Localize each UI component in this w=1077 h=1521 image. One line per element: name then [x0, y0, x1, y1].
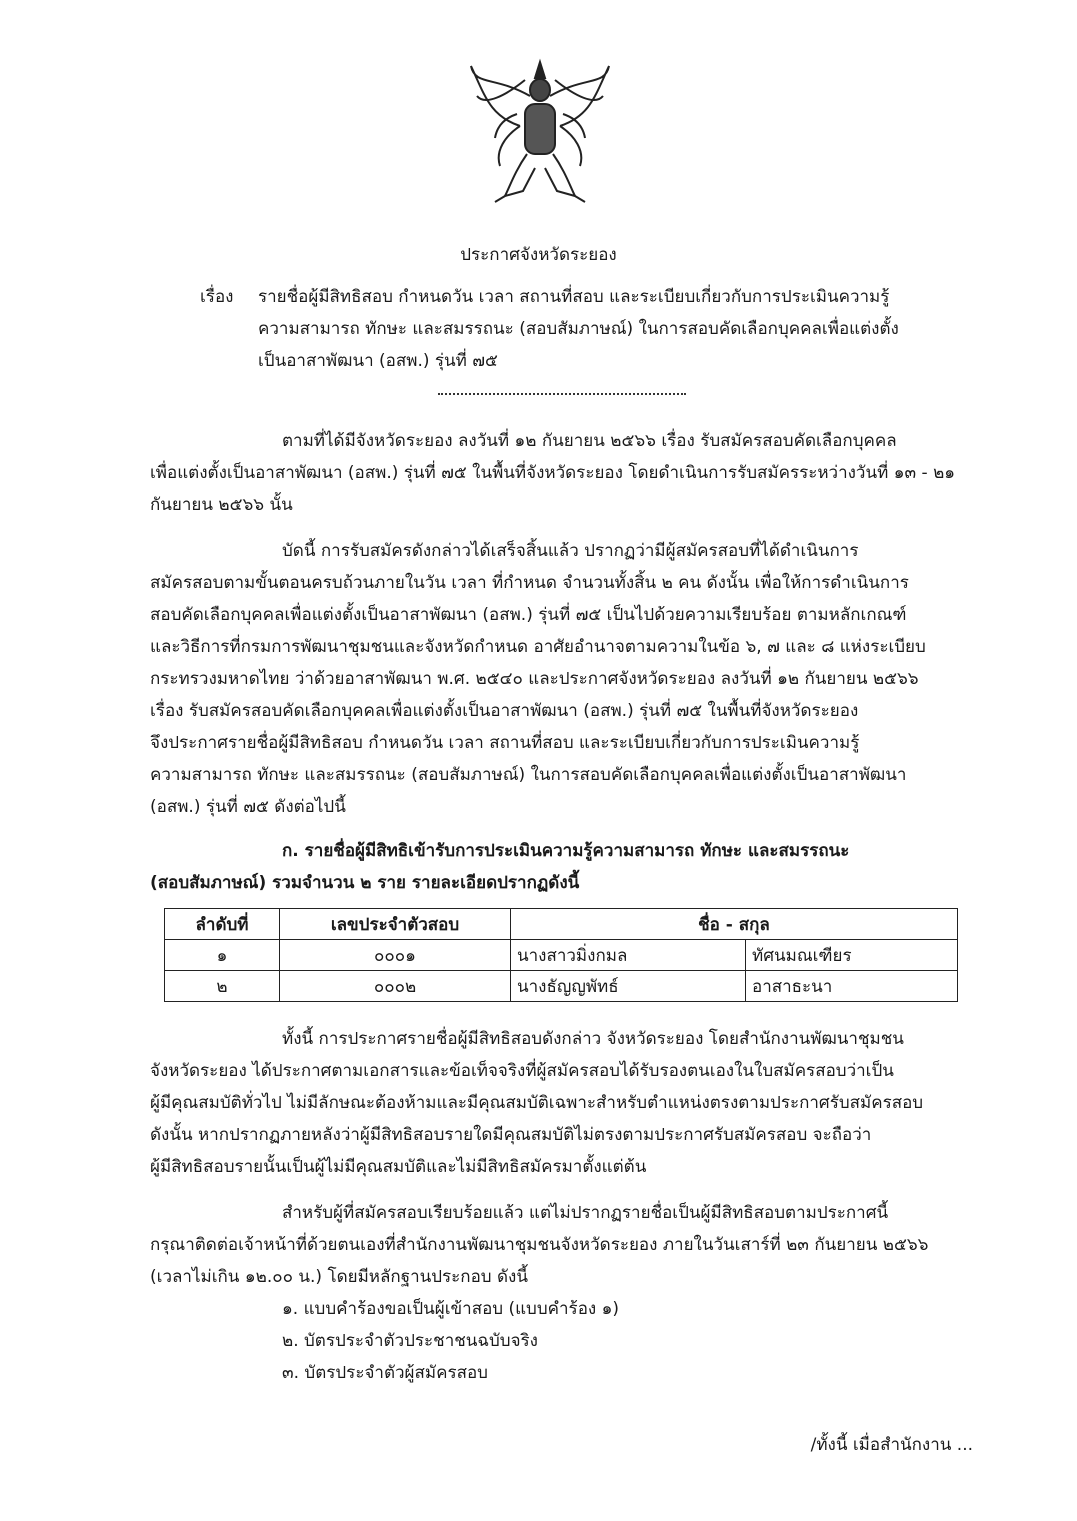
para2-line: และวิธีการที่กรมการพัฒนาชุมชนและจังหวัดกำหนด อาศัยอำนาจตามความในข้อ ๖, ๗ และ ๘ แห่งระเบียบ	[150, 637, 926, 657]
subject-line-3: เป็นอาสาพัฒนา (อสพ.) รุ่นที่ ๗๕	[258, 351, 498, 371]
header-no: ลำดับที่	[165, 909, 280, 940]
cell-first-name: นางธัญญพัทธ์	[511, 971, 746, 1002]
section-a-heading: (สอบสัมภาษณ์) รวมจำนวน ๒ ราย รายละเอียดปรากฏดังนี้	[150, 873, 580, 893]
evidence-item: ๑. แบบคำร้องขอเป็นผู้เข้าสอบ (แบบคำร้อง ๑)	[282, 1299, 620, 1319]
para2-line: สอบคัดเลือกบุคคลเพื่อแต่งตั้งเป็นอาสาพัฒนา (อสพ.) รุ่นที่ ๗๕ เป็นไปด้วยความเรียบร้อย ตามหลักเกณฑ์	[150, 605, 907, 625]
table-row	[165, 940, 958, 971]
cell-no: ๒	[165, 971, 280, 1002]
cell-no: ๑	[165, 940, 280, 971]
candidate-table	[164, 908, 958, 1002]
table-row	[165, 971, 958, 1002]
para2-line: จึงประกาศรายชื่อผู้มีสิทธิสอบ กำหนดวัน เวลา สถานที่สอบ และระเบียบเกี่ยวกับการประเมินความรู้	[150, 733, 860, 753]
para2-line: เรื่อง รับสมัครสอบคัดเลือกบุคคลเพื่อแต่งตั้งเป็นอาสาพัฒนา (อสพ.) รุ่นที่ ๗๕ ในพื้นที่จังหวัดระยอง	[150, 701, 859, 721]
subject-label: เรื่อง	[200, 287, 234, 307]
para3-line: จังหวัดระยอง ได้ประกาศตามเอกสารและข้อเท็จจริงที่ผู้สมัครสอบได้รับรองตนเองในใบสมัครสอบว่าเป็น	[150, 1061, 894, 1081]
section-a-heading: ก. รายชื่อผู้มีสิทธิเข้ารับการประเมินความรู้ความสามารถ ทักษะ และสมรรถนะ	[282, 841, 850, 861]
para2-line: บัดนี้ การรับสมัครดังกล่าวได้เสร็จสิ้นแล้ว ปรากฏว่ามีผู้สมัครสอบที่ได้ดำเนินการ	[282, 541, 859, 561]
para2-line: (อสพ.) รุ่นที่ ๗๕ ดังต่อไปนี้	[150, 797, 346, 817]
continuation-note: /ทั้งนี้ เมื่อสำนักงาน ...	[810, 1435, 973, 1455]
para1-line: เพื่อแต่งตั้งเป็นอาสาพัฒนา (อสพ.) รุ่นที่ ๗๕ ในพื้นที่จังหวัดระยอง โดยดำเนินการรับสมัครระหว่างวันที่ ๑๓ - ๒๑	[150, 463, 956, 483]
para3-line: ผู้มีคุณสมบัติทั่วไป ไม่มีลักษณะต้องห้ามและมีคุณสมบัติเฉพาะสำหรับตำแหน่งตรงตามประกาศรับสมัครสอบ	[150, 1093, 924, 1113]
cell-exam-id: ๐๐๐๑	[280, 940, 511, 971]
para4-line: กรุณาติดต่อเจ้าหน้าที่ด้วยตนเองที่สำนักงานพัฒนาชุมชนจังหวัดระยอง ภายในวันเสาร์ที่ ๒๓ กันยายน ๒๕๖๖	[150, 1235, 929, 1255]
para4-line: สำหรับผู้ที่สมัครสอบเรียบร้อยแล้ว แต่ไม่ปรากฏรายชื่อเป็นผู้มีสิทธิสอบตามประกาศนี้	[282, 1203, 889, 1223]
para3-line: ผู้มีสิทธิสอบรายนั้นเป็นผู้ไม่มีคุณสมบัติและไม่มีสิทธิสมัครมาตั้งแต่ต้น	[150, 1157, 647, 1177]
evidence-item: ๒. บัตรประจำตัวประชาชนฉบับจริง	[282, 1331, 538, 1351]
cell-last-name: ทัศนมณเฑียร	[746, 940, 958, 971]
cell-last-name: อาสาธะนา	[746, 971, 958, 1002]
title-divider	[438, 393, 686, 395]
cell-exam-id: ๐๐๐๒	[280, 971, 511, 1002]
garuda-emblem-icon	[465, 56, 615, 206]
table-header-row	[165, 909, 958, 940]
para2-line: ความสามารถ ทักษะ และสมรรถนะ (สอบสัมภาษณ์) ในการสอบคัดเลือกบุคคลเพื่อแต่งตั้งเป็นอาสาพัฒนา	[150, 765, 907, 785]
subject-line-1: รายชื่อผู้มีสิทธิสอบ กำหนดวัน เวลา สถานที่สอบ และระเบียบเกี่ยวกับการประเมินความรู้	[258, 287, 890, 307]
para1-line: ตามที่ได้มีจังหวัดระยอง ลงวันที่ ๑๒ กันยายน ๒๕๖๖ เรื่อง รับสมัครสอบคัดเลือกบุคคล	[282, 431, 897, 451]
para2-line: สมัครสอบตามขั้นตอนครบถ้วนภายในวัน เวลา ที่กำหนด จำนวนทั้งสิ้น ๒ คน ดังนั้น เพื่อให้การดำเนินการ	[150, 573, 909, 593]
para3-line: ดังนั้น หากปรากฏภายหลังว่าผู้มีสิทธิสอบรายใดมีคุณสมบัติไม่ตรงตามประกาศรับสมัครสอบ จะถือว่า	[150, 1125, 872, 1145]
header-exam-id: เลขประจำตัวสอบ	[280, 909, 511, 940]
announcement-title: ประกาศจังหวัดระยอง	[460, 245, 617, 265]
evidence-item: ๓. บัตรประจำตัวผู้สมัครสอบ	[282, 1363, 488, 1383]
para2-line: กระทรวงมหาดไทย ว่าด้วยอาสาพัฒนา พ.ศ. ๒๕๔๐ และประกาศจังหวัดระยอง ลงวันที่ ๑๒ กันยายน ๒๕๖๖	[150, 669, 919, 689]
subject-line-2: ความสามารถ ทักษะ และสมรรถนะ (สอบสัมภาษณ์) ในการสอบคัดเลือกบุคคลเพื่อแต่งตั้ง	[258, 319, 899, 339]
para4-line: (เวลาไม่เกิน ๑๒.๐๐ น.) โดยมีหลักฐานประกอบ ดังนี้	[150, 1267, 528, 1287]
cell-first-name: นางสาวมิ่งกมล	[511, 940, 746, 971]
para1-line: กันยายน ๒๕๖๖ นั้น	[150, 495, 293, 515]
para3-line: ทั้งนี้ การประกาศรายชื่อผู้มีสิทธิสอบดังกล่าว จังหวัดระยอง โดยสำนักงานพัฒนาชุมชน	[282, 1029, 904, 1049]
header-name: ชื่อ - สกุล	[511, 909, 958, 940]
